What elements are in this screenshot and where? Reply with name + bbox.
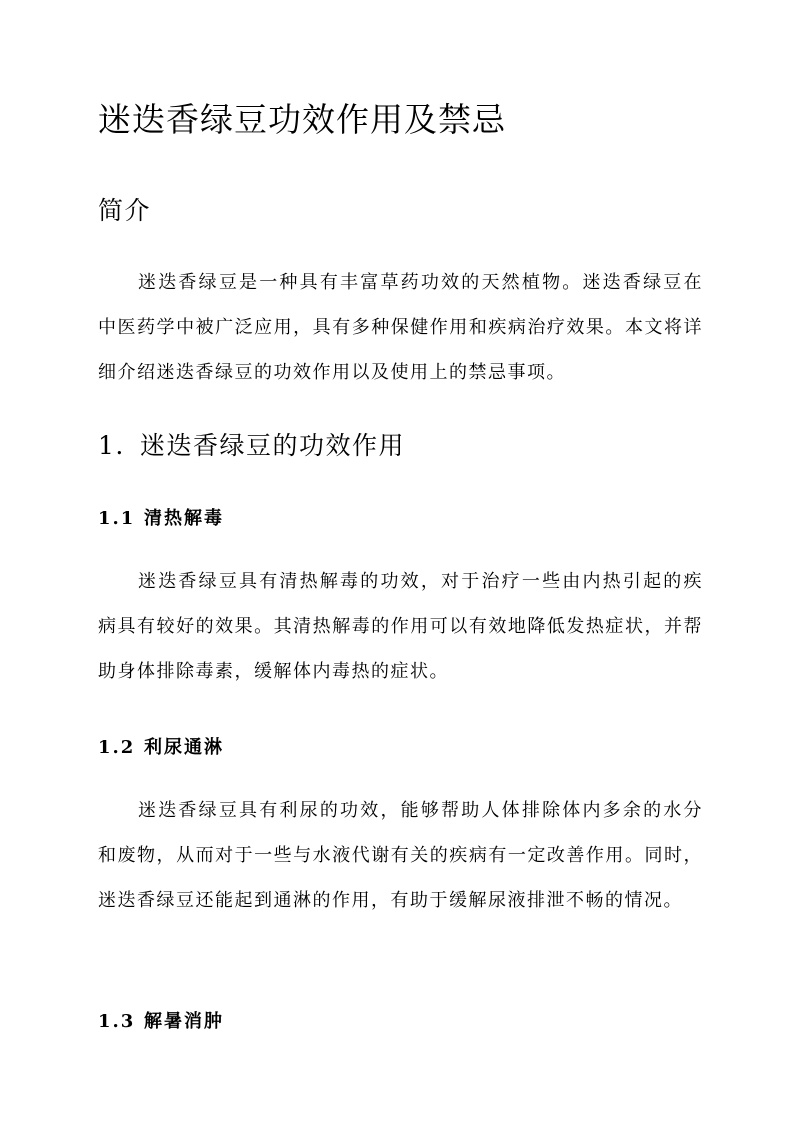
section-1-3-heading: [98, 1008, 224, 1036]
section-1-1-title: 清热解毒: [144, 508, 224, 529]
section-1-1-paragraph: 迷迭香绿豆具有清热解毒的功效，对于治疗一些由内热引起的疾病具有较好的效果。其清热解毒的作用可以有效地降低发热症状，并帮助身体排除毒素，缓解体内毒热的症状。: [98, 571, 703, 682]
section-1-heading: [98, 428, 405, 464]
intro-paragraph: 迷迭香绿豆是一种具有丰富草药功效的天然植物。迷迭香绿豆在中医药学中被广泛应用，具有多种保健作用和疾病治疗效果。本文将详细介绍迷迭香绿豆的功效作用以及使用上的禁忌事项。: [98, 272, 703, 383]
section-1-title: 迷迭香绿豆的功效作用: [140, 431, 406, 460]
section-1-2-title: 利尿通淋: [144, 737, 224, 758]
section-1-3-title: 解暑消肿: [144, 1011, 224, 1032]
section-1-1-number: 1.1: [98, 508, 136, 529]
section-1-2-heading: [98, 734, 224, 762]
intro-heading: 简介: [98, 196, 152, 225]
section-1-2-paragraph: 迷迭香绿豆具有利尿的功效，能够帮助人体排除体内多余的水分和废物，从而对于一些与水液代谢有关的疾病有一定改善作用。同时，迷迭香绿豆还能起到通淋的作用，有助于缓解尿液排泄不畅的情况。: [98, 800, 703, 911]
section-1-number: 1.: [98, 431, 125, 460]
section-1-1-heading: [98, 505, 224, 533]
document-title: 迷迭香绿豆功效作用及禁忌: [98, 100, 506, 139]
section-1-3-number: 1.3: [98, 1011, 136, 1032]
section-1-2-number: 1.2: [98, 737, 136, 758]
